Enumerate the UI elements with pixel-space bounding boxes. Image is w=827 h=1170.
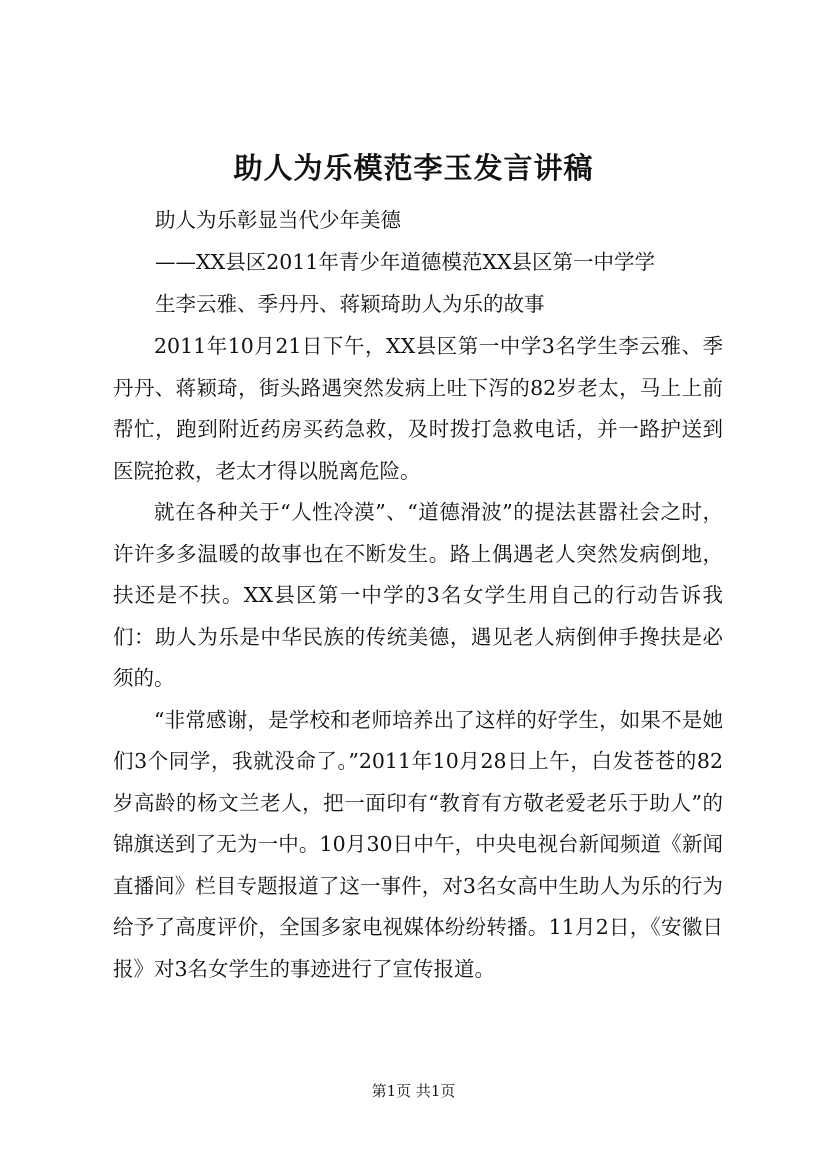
- document-body: [113, 326, 723, 990]
- paragraph: 2011年10月21日下午，XX县区第一中学3名学生李云雅、季丹丹、蒋颖琦，街头路遇突然发病上吐下泻的82岁老太，马上上前帮忙，跑到附近药房买药急救，及时拨打急救电话，并一路护送到医院抢救，老太才得以脱离危险。: [113, 334, 723, 483]
- subtitle-line: 助人为乐彰显当代少年美德: [155, 208, 401, 232]
- document-title: 助人为乐模范李玉发言讲稿: [233, 151, 594, 185]
- subtitle-line: 生李云雅、季丹丹、蒋颖琦助人为乐的故事: [155, 292, 545, 316]
- paragraph: “非常感谢，是学校和老师培养出了这样的好学生，如果不是她们3个同学，我就没命了。”2011年10月28日上午，白发苍苍的82岁高龄的杨文兰老人，把一面印有“教育有方敬老爱老乐于助人”的锦旗送到了无为一中。10月30日中午，中央电视台新闻频道《新闻直播间》栏目专题报道了这一事件，对3名女高中生助人为乐的行为给予了高度评价，全国多家电视媒体纷纷转播。11月2日，《安徽日报》对3名女学生的事迹进行了宣传报道。: [113, 707, 723, 981]
- subtitle-line: ——XX县区2011年青少年道德模范XX县区第一中学学: [155, 250, 656, 274]
- paragraph: 就在各种关于“人性冷漠”、“道德滑波”的提法甚嚣社会之时，许许多多温暖的故事也在不断发生。路上偶遇老人突然发病倒地，扶还是不扶。XX县区第一中学的3名女学生用自己的行动告诉我们：助人为乐是中华民族的传统美德，遇见老人病倒伸手搀扶是必须的。: [113, 500, 723, 690]
- page-footer: 第1页 共1页: [371, 1082, 456, 1100]
